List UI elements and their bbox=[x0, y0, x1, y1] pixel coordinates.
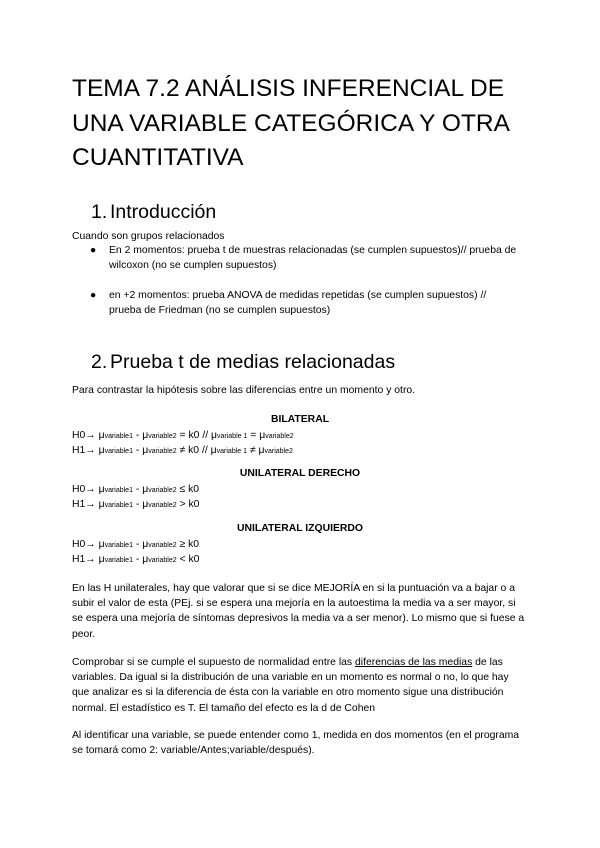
hyp-prefix: H0→ bbox=[72, 484, 99, 495]
hyp-text: - μ bbox=[132, 499, 149, 510]
paragraph-normality bbox=[72, 655, 528, 716]
hyp-text: ≤ k0 bbox=[176, 484, 200, 495]
hyp-text: - μ bbox=[132, 554, 149, 565]
bullet-icon: ● bbox=[90, 245, 97, 256]
subscript: variable 1 bbox=[217, 433, 248, 440]
hyp-text: ≥ k0 bbox=[176, 539, 200, 550]
subscript: variable2 bbox=[148, 557, 177, 564]
unilateral-izquierdo-h1 bbox=[72, 552, 199, 568]
hyp-prefix: H1→ bbox=[72, 499, 99, 510]
bilateral-label: BILATERAL bbox=[270, 414, 330, 425]
subscript: variable2 bbox=[148, 433, 177, 440]
subscript: variable2 bbox=[148, 502, 177, 509]
subscript: variable1 bbox=[104, 502, 133, 509]
unilateral-derecho-h1 bbox=[72, 497, 199, 513]
mu-symbol: μ bbox=[98, 539, 105, 550]
mu-symbol: μ bbox=[98, 499, 105, 510]
mu-symbol: μ bbox=[98, 445, 105, 456]
unilateral-izquierdo-h0 bbox=[72, 537, 199, 553]
hyp-text: = μ bbox=[247, 430, 266, 441]
hyp-text: - μ bbox=[132, 445, 149, 456]
paragraph-text: de las variables. Da igual si la distribución de una variable en un momento es normal o no, lo que hay que analizar es si la diferencia de ésta con la variable en otro momento sigue una distribución normal. El estadístico es T. El tamaño del efecto es la d de Cohen bbox=[72, 657, 509, 714]
hyp-text: - μ bbox=[132, 539, 149, 550]
subscript: variable1 bbox=[104, 448, 133, 455]
subscript: variable2 bbox=[148, 448, 177, 455]
paragraph-unilateral-note: En las H unilaterales, hay que valorar que si se dice MEJORÍA en si la puntuación va a bajar o a subir el valor de esta (PEj. si se espera una mejoría en la autoestima la media va a ser mayor, si se espera una mejoría de síntomas depresivos la media va a ser menor). Lo mismo que si fuese a peor. bbox=[72, 583, 525, 640]
unilateral-izquierdo-label: UNILATERAL IZQUIERDO bbox=[236, 523, 364, 534]
subscript: variable2 bbox=[264, 448, 293, 455]
section2-intro: Para contrastar la hipótesis sobre las diferencias entre un momento y otro. bbox=[72, 385, 416, 396]
subscript: variable2 bbox=[148, 487, 177, 494]
unilateral-derecho-label: UNILATERAL DERECHO bbox=[239, 468, 361, 479]
unilateral-derecho-h0 bbox=[72, 482, 199, 498]
hyp-text: < k0 bbox=[176, 554, 200, 565]
section2-title: Prueba t de medias relacionadas bbox=[110, 351, 396, 373]
section1-heading bbox=[91, 200, 216, 224]
hyp-prefix: H1→ bbox=[72, 445, 99, 456]
hyp-text: - μ bbox=[132, 430, 149, 441]
subscript: variable1 bbox=[104, 557, 133, 564]
hyp-prefix: H0→ bbox=[72, 430, 99, 441]
hyp-prefix: H0→ bbox=[72, 539, 99, 550]
subscript: variable1 bbox=[104, 487, 133, 494]
section1-intro: Cuando son grupos relacionados bbox=[72, 231, 225, 242]
section1-title: Introducción bbox=[110, 201, 217, 223]
page-title: TEMA 7.2 ANÁLISIS INFERENCIAL DE UNA VARIABLE CATEGÓRICA Y OTRA CUANTITATIVA bbox=[72, 75, 509, 171]
bilateral-h0 bbox=[72, 428, 294, 444]
hyp-text: > k0 bbox=[176, 499, 200, 510]
hyp-text: = k0 // μ bbox=[176, 430, 217, 441]
subscript: variable 1 bbox=[216, 448, 247, 455]
subscript: variable2 bbox=[265, 433, 294, 440]
list-item-text: En 2 momentos: prueba t de muestras relacionadas (se cumplen supuestos)// prueba de wilcoxon (no se cumplen supuestos) bbox=[109, 245, 517, 272]
section2-heading bbox=[91, 350, 395, 374]
bilateral-h1 bbox=[72, 443, 293, 459]
paragraph-variable-note: Al identificar una variable, se puede entender como 1, medida en dos momentos (en el programa se tomará como 2: variable/Antes;variable/después). bbox=[72, 730, 520, 757]
hyp-prefix: H1→ bbox=[72, 554, 99, 565]
subscript: variable2 bbox=[148, 542, 177, 549]
subscript: variable1 bbox=[104, 433, 133, 440]
section1-number: 1. bbox=[91, 201, 108, 223]
bullet-icon: ● bbox=[90, 290, 97, 301]
mu-symbol: μ bbox=[98, 484, 105, 495]
subscript: variable1 bbox=[104, 542, 133, 549]
section2-number: 2. bbox=[91, 351, 108, 373]
underlined-text: diferencias de las medias bbox=[355, 657, 473, 668]
mu-symbol: μ bbox=[98, 554, 105, 565]
hyp-text: ≠ μ bbox=[247, 445, 265, 456]
list-item-text: en +2 momentos: prueba ANOVA de medidas repetidas (se cumplen supuestos) // prueba de Friedman (no se cumplen supuestos) bbox=[109, 290, 487, 317]
paragraph-text: Comprobar si se cumple el supuesto de normalidad entre las bbox=[72, 657, 356, 668]
mu-symbol: μ bbox=[98, 430, 105, 441]
hyp-text: - μ bbox=[132, 484, 149, 495]
hyp-text: ≠ k0 // μ bbox=[176, 445, 217, 456]
